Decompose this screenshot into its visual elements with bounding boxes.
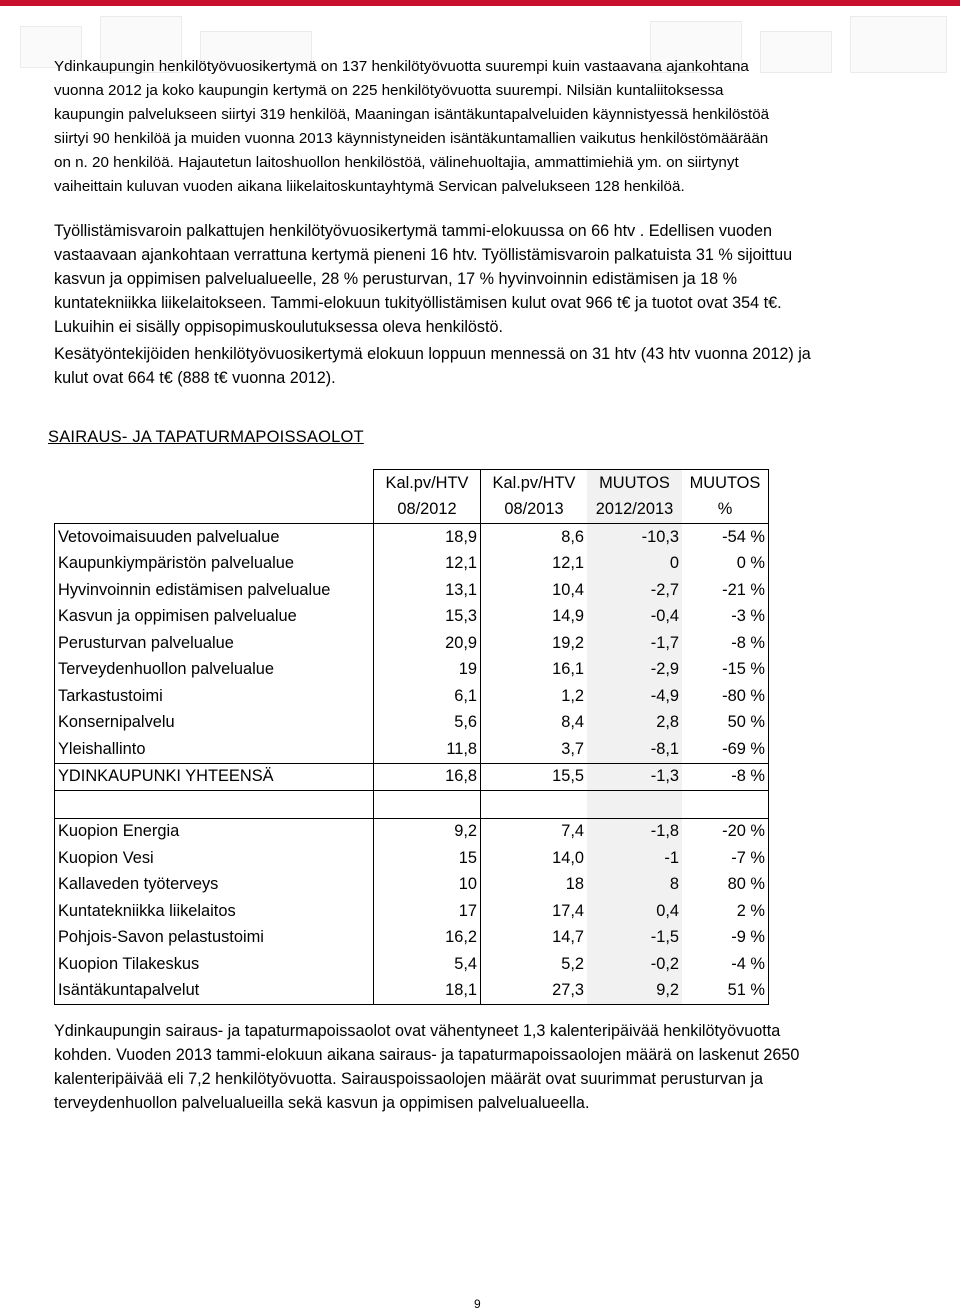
table-cell: 27,3 — [481, 978, 588, 1005]
absence-summary-paragraph — [54, 1019, 914, 1115]
text-line: terveydenhuollon palvelualueilla sekä kasvun ja oppimisen palvelualueella. — [54, 1094, 590, 1112]
table-cell: 17 — [374, 898, 481, 925]
table-cell: 10,4 — [552, 580, 584, 599]
table-cell: 80 % — [682, 872, 769, 899]
table-cell: 10 — [374, 872, 481, 899]
text-line: Ydinkaupungin sairaus- ja tapaturmapoissaolot ovat vähentyneet 1,3 kalenteripäivää henkilötyövuotta — [54, 1022, 781, 1040]
text-line: vastaavaan ajankohtaan verrattuna kertymä pieneni 16 htv. Työllistämisvaroin palkatuista 31 % sijoittuu — [54, 246, 793, 264]
text-line: siirtyi 90 henkilöä ja muiden vuonna 2013 käynnistyneiden isäntäkuntamallien vaikutus henkilöstömäärään — [54, 130, 769, 147]
table-cell: Hyvinvoinnin edistämisen palvelualue — [55, 577, 374, 604]
table-cell: YDINKAUPUNKI YHTEENSÄ — [55, 763, 374, 791]
table-cell: 13,1 — [374, 577, 481, 604]
table-cell: -4,9 — [587, 683, 682, 710]
table-cell: 9,2 — [374, 818, 481, 845]
header-cell: % — [682, 497, 769, 524]
intro-paragraph — [54, 55, 914, 199]
table-cell: Kasvun ja oppimisen palvelualue — [55, 604, 374, 631]
table-cell: -9 % — [682, 925, 769, 952]
table-cell: -15 % — [682, 657, 769, 684]
table-row-total — [55, 763, 769, 791]
table-row — [55, 978, 769, 1005]
table-cell: Isäntäkuntapalvelut — [55, 978, 374, 1005]
table-cell: 12,1 — [374, 551, 481, 578]
text-line: on n. 20 henkilöä. Hajautetun laitoshuollon henkilöstöä, välinehuoltajia, ammattimiehiä ym. on siirtynyt — [54, 154, 739, 171]
table-header-row — [55, 470, 769, 497]
table-body-main — [55, 524, 769, 764]
table-cell: Kuopion Tilakeskus — [55, 951, 374, 978]
text-line: kohden. Vuoden 2013 tammi-elokuun aikana sairaus- ja tapaturmapoissaolojen määrä on laskenut 2650 — [54, 1046, 800, 1064]
table-row — [55, 683, 769, 710]
table-cell: 8,4 — [561, 713, 584, 732]
table-cell: Tarkastustoimi — [55, 683, 374, 710]
table-cell: 18,9 — [374, 524, 481, 551]
table-cell: 5,4 — [374, 951, 481, 978]
table-cell: 3,7 — [561, 739, 584, 758]
table-cell: Kallaveden työterveys — [55, 872, 374, 899]
section-title: SAIRAUS- JA TAPATURMAPOISSAOLOT — [48, 428, 364, 446]
table-cell: Kuopion Energia — [55, 818, 374, 845]
header-cell: MUUTOS — [682, 470, 769, 497]
table-row — [55, 898, 769, 925]
table-cell: Konsernipalvelu — [55, 710, 374, 737]
table-cell: -1,8 — [587, 818, 682, 845]
table-cell: -54 % — [682, 524, 769, 551]
table-row — [55, 630, 769, 657]
table-cell: -1,3 — [587, 763, 682, 791]
table-cell: 7,4 — [481, 818, 588, 845]
table-row — [55, 604, 769, 631]
table-row — [55, 710, 769, 737]
table-cell: 14,9 — [552, 607, 584, 626]
table-cell: 2 % — [682, 898, 769, 925]
table-cell: -2,7 — [587, 577, 682, 604]
table-cell: Perusturvan palvelualue — [55, 630, 374, 657]
table-cell: -10,3 — [587, 524, 682, 551]
table-row — [55, 551, 769, 578]
header-cell: 08/2012 — [374, 497, 481, 524]
table-header-row — [55, 497, 769, 524]
table-row — [55, 845, 769, 872]
table-cell: -20 % — [682, 818, 769, 845]
table-row — [55, 872, 769, 899]
text-line: kulut ovat 664 t€ (888 t€ vuonna 2012). — [54, 369, 336, 387]
table-cell: 16,8 — [374, 763, 481, 791]
table-cell: -1,5 — [587, 925, 682, 952]
table-cell: 18 — [565, 875, 584, 894]
text-line: Kesätyöntekijöiden henkilötyövuosikertymä elokuun loppuun mennessä on 31 htv (43 htv vuonna 2012) ja — [54, 345, 811, 363]
table-cell: 2,8 — [587, 710, 682, 737]
table-cell: -3 % — [682, 604, 769, 631]
text-line: Työllistämisvaroin palkattujen henkilötyövuosikertymä tammi-elokuussa on 66 htv . Edellisen vuoden — [54, 222, 773, 240]
table-cell: -8,1 — [587, 736, 682, 763]
table-cell: 19,2 — [552, 633, 584, 652]
table-cell: Kaupunkiympäristön palvelualue — [55, 551, 374, 578]
text-line: Lukuihin ei sisälly oppisopimuskoulutuksessa oleva henkilöstö. — [54, 318, 504, 336]
table-cell: 20,9 — [374, 630, 481, 657]
table-cell: 17,4 — [552, 901, 584, 920]
text-line: vuonna 2012 ja koko kaupungin kertymä on 225 henkilötyövuotta suurempi. Nilsiän kuntaliitoksessa — [54, 82, 724, 99]
table-cell: 0 % — [682, 551, 769, 578]
table-cell: -8 % — [682, 630, 769, 657]
table-cell: 5,2 — [561, 954, 584, 973]
table-cell: 16,2 — [374, 925, 481, 952]
table-row — [55, 524, 769, 551]
employment-paragraph — [54, 219, 914, 339]
table-cell: -1,7 — [587, 630, 682, 657]
header-cell: Kal.pv/HTV — [481, 470, 588, 497]
table-cell: 15 — [374, 845, 481, 872]
text-line: kaupungin palvelukseen siirtyi 319 henkilöä, Maaningan isäntäkuntapalveluiden käynnistyessä henkilöstöä — [54, 106, 770, 123]
table-cell: 18,1 — [374, 978, 481, 1005]
table-cell: -21 % — [682, 577, 769, 604]
table-body-second — [55, 818, 769, 1005]
table-cell: 9,2 — [587, 978, 682, 1005]
table-cell: 0,4 — [587, 898, 682, 925]
table-cell: Vetovoimaisuuden palvelualue — [55, 524, 374, 551]
table-cell: 12,1 — [552, 554, 584, 573]
table-cell: 15,3 — [374, 604, 481, 631]
table-cell: -2,9 — [587, 657, 682, 684]
text-line: Ydinkaupungin henkilötyövuosikertymä on 137 henkilötyövuotta suurempi kuin vastaavana ajankohtana — [54, 58, 749, 75]
table-cell: 51 % — [682, 978, 769, 1005]
table-row — [55, 577, 769, 604]
table-cell: 15,5 — [481, 763, 588, 791]
table-row — [55, 925, 769, 952]
header-cell: 08/2013 — [504, 500, 564, 519]
table-cell: 50 % — [682, 710, 769, 737]
table-cell: -80 % — [682, 683, 769, 710]
header-cell: Kal.pv/HTV — [374, 470, 481, 497]
page-number: 9 — [474, 1297, 481, 1311]
table-cell: -69 % — [682, 736, 769, 763]
table-cell: Yleishallinto — [55, 736, 374, 763]
table-cell: 14,0 — [552, 848, 584, 867]
table-cell: 0 — [587, 551, 682, 578]
table-cell: 5,6 — [374, 710, 481, 737]
table-cell: -7 % — [682, 845, 769, 872]
header-cell: 2012/2013 — [587, 497, 682, 524]
table-cell: Kuopion Vesi — [55, 845, 374, 872]
summer-workers-paragraph — [54, 342, 914, 390]
table-cell: 6,1 — [374, 683, 481, 710]
table-cell: 8,6 — [481, 524, 588, 551]
header-cell: MUUTOS — [587, 470, 682, 497]
table-row — [55, 657, 769, 684]
table-cell: 1,2 — [561, 686, 584, 705]
table-cell: Pohjois-Savon pelastustoimi — [55, 925, 374, 952]
table-cell: 19 — [374, 657, 481, 684]
absence-table — [54, 469, 769, 1005]
table-cell: -0,4 — [587, 604, 682, 631]
table-cell: 8 — [587, 872, 682, 899]
table-cell: -8 % — [682, 763, 769, 791]
text-line: kuntatekniikka liikelaitokseen. Tammi-elokuun tukityöllistämisen kulut ovat 966 t€ ja tuotot ovat 354 t€. — [54, 294, 782, 312]
text-line: kasvun ja oppimisen palvelualueelle, 28 % perusturvan, 17 % hyvinvoinnin edistämisen ja 18 % — [54, 270, 737, 288]
table-cell: 11,8 — [374, 736, 481, 763]
table-cell: -1 — [587, 845, 682, 872]
table-row — [55, 818, 769, 845]
table-cell: 14,7 — [552, 928, 584, 947]
table-row — [55, 951, 769, 978]
table-cell: Kuntatekniikka liikelaitos — [55, 898, 374, 925]
text-line: vaiheittain kuluvan vuoden aikana liikelaitoskuntayhtymä Servican palvelukseen 128 henkilöä. — [54, 178, 685, 195]
table-cell: 16,1 — [552, 660, 584, 679]
table-cell: Terveydenhuollon palvelualue — [55, 657, 374, 684]
table-cell: -0,2 — [587, 951, 682, 978]
table-row — [55, 736, 769, 763]
text-line: kalenteripäivää eli 7,2 henkilötyövuotta. Sairauspoissaolojen määrät ovat suurimmat perusturvan ja — [54, 1070, 764, 1088]
table-cell: -4 % — [682, 951, 769, 978]
